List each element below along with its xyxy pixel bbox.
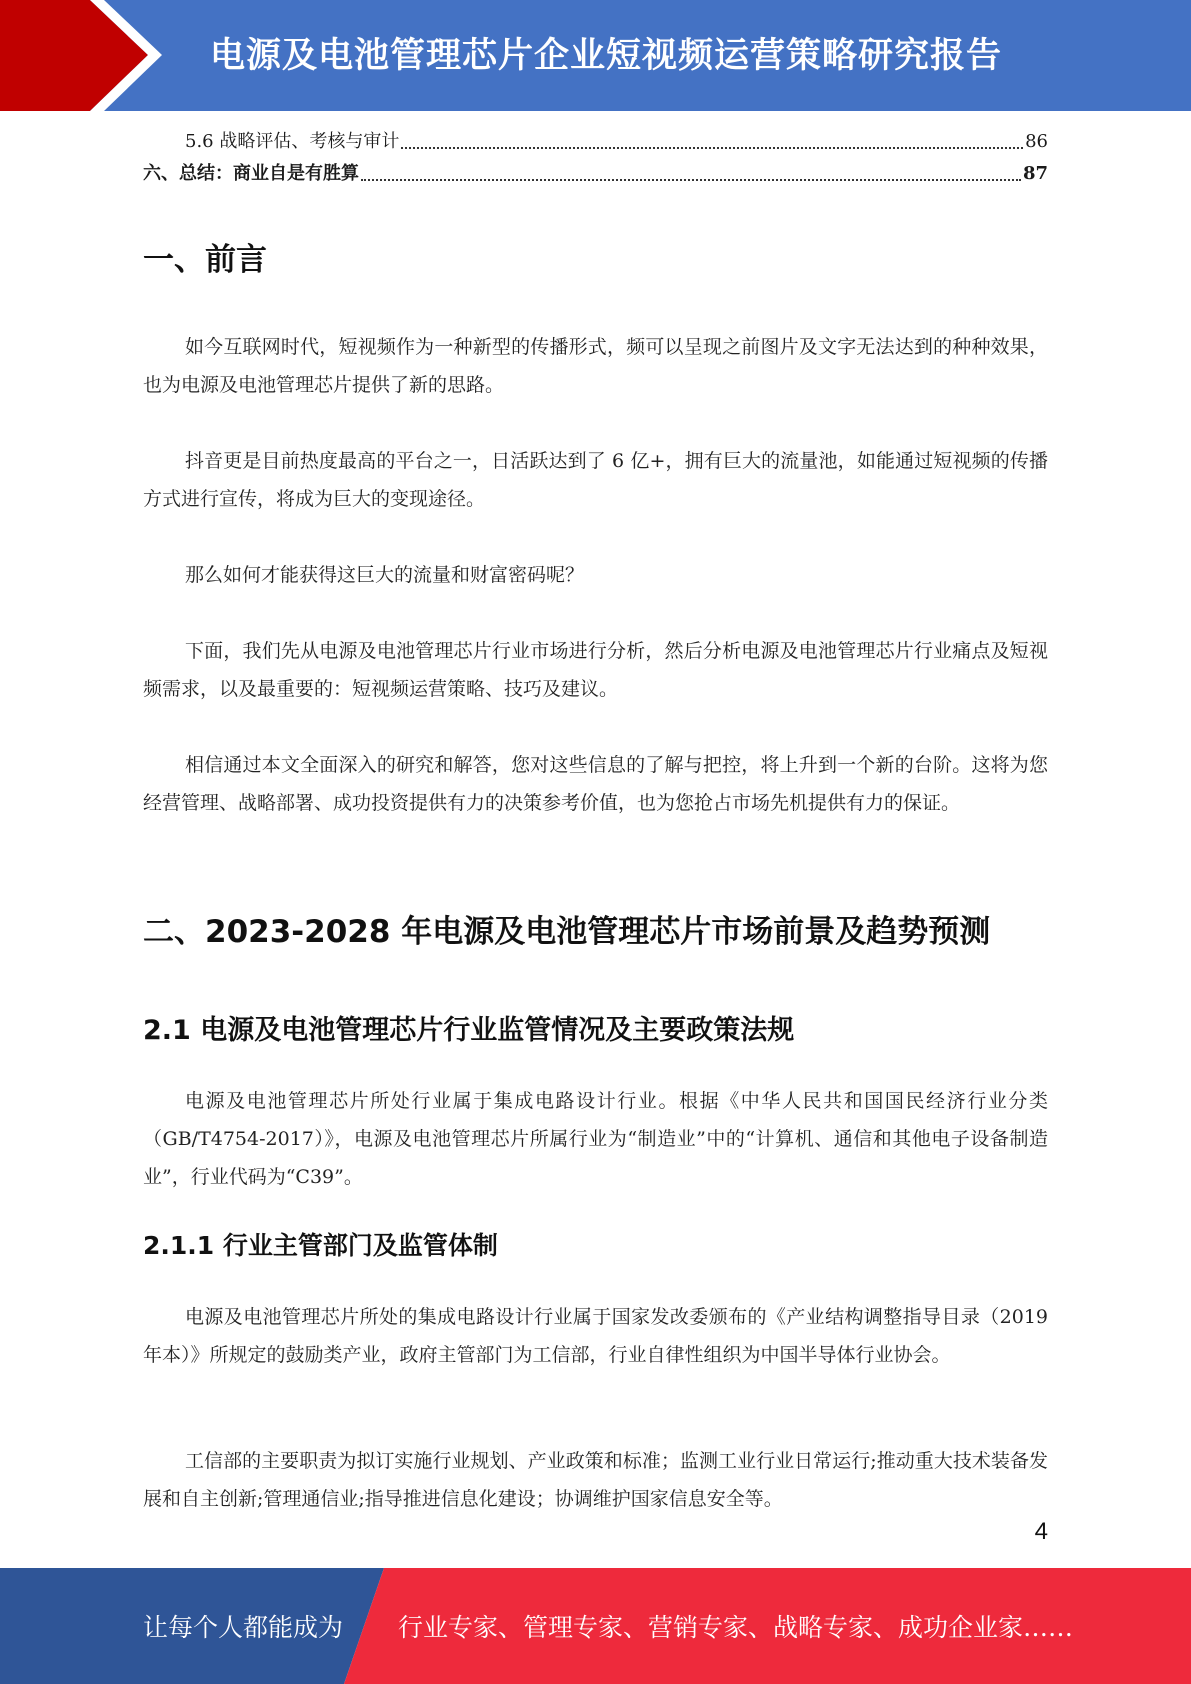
intro-paragraph: 那么如何才能获得这巨大的流量和财富密码呢？ bbox=[185, 564, 585, 586]
subsection-heading-2-1-1: 2.1.1 行业主管部门及监管体制 bbox=[143, 1231, 498, 1260]
footer-slogan-right: 行业专家、管理专家、营销专家、战略专家、成功企业家…… bbox=[398, 1613, 1074, 1642]
toc-leader-dots bbox=[361, 178, 1021, 181]
report-footer bbox=[0, 1568, 1191, 1684]
toc-leader-dots bbox=[401, 146, 1023, 149]
page-number: 4 bbox=[1034, 1518, 1048, 1545]
section-heading-market: 二、2023-2028 年电源及电池管理芯片市场前景及趋势预测 bbox=[143, 914, 991, 950]
subsection-heading-2-1: 2.1 电源及电池管理芯片行业监管情况及主要政策法规 bbox=[143, 1015, 795, 1046]
intro-paragraph: 下面，我们先从电源及电池管理芯片行业市场进行分析，然后分析电源及电池管理芯片行业痛点及短视频需求，以及最重要的：短视频运营策略、技巧及建议。 bbox=[143, 640, 1048, 700]
section-heading-intro: 一、前言 bbox=[143, 242, 267, 278]
toc-entry-page: 87 bbox=[1022, 163, 1048, 184]
body-paragraph: 电源及电池管理芯片所处的集成电路设计行业属于国家发改委颁布的《产业结构调整指导目录（2019 年本）》所规定的鼓励类产业，政府主管部门为工信部，行业自律性组织为中国半导体行业协会。 bbox=[143, 1306, 1048, 1366]
body-paragraph: 工信部的主要职责为拟订实施行业规划、产业政策和标准；监测工业行业日常运行;推动重大技术装备发展和自主创新;管理通信业;指导推进信息化建设；协调维护国家信息安全等。 bbox=[143, 1450, 1048, 1510]
toc-entry-label: 六、总结：商业自是有胜算 bbox=[143, 163, 359, 184]
report-title: 电源及电池管理芯片企业短视频运营策略研究报告 bbox=[210, 36, 1003, 76]
toc-entry[interactable] bbox=[143, 160, 1048, 188]
body-paragraph: 电源及电池管理芯片所处行业属于集成电路设计行业。根据《中华人民共和国国民经济行业分类（GB/T4754-2017）》，电源及电池管理芯片所属行业为“制造业”中的“计算机、通信和其他电子设备制造业”，行业代码为“C39”。 bbox=[143, 1090, 1048, 1188]
toc-entry-label: 5.6 战略评估、考核与审计 bbox=[185, 131, 400, 152]
report-header bbox=[0, 0, 1191, 111]
toc-entry-page: 86 bbox=[1025, 131, 1048, 152]
footer-slogan-left: 让每个人都能成为 bbox=[143, 1613, 344, 1642]
intro-paragraph: 相信通过本文全面深入的研究和解答，您对这些信息的了解与把控，将上升到一个新的台阶。这将为您经营管理、战略部署、成功投资提供有力的决策参考价值，也为您抢占市场先机提供有力的保证。 bbox=[143, 754, 1048, 814]
toc-entry[interactable] bbox=[143, 128, 1048, 156]
intro-paragraph: 如今互联网时代，短视频作为一种新型的传播形式，频可以呈现之前图片及文字无法达到的种种效果，也为电源及电池管理芯片提供了新的思路。 bbox=[143, 336, 1048, 396]
intro-paragraph: 抖音更是目前热度最高的平台之一，日活跃达到了 6 亿+，拥有巨大的流量池，如能通过短视频的传播方式进行宣传，将成为巨大的变现途径。 bbox=[143, 450, 1048, 510]
